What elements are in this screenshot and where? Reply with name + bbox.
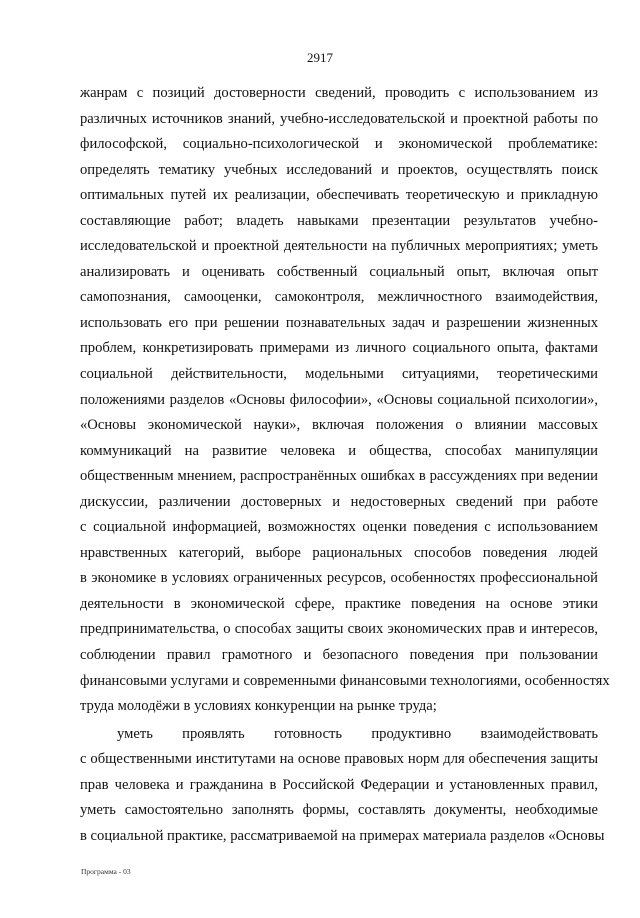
document-body <box>80 81 610 849</box>
text-line: коммуникаций на развитие человека и общества, способах манипуляции <box>80 442 598 459</box>
text-line: дискуссии, различении достоверных и недостоверных сведений при работе <box>80 493 598 510</box>
text-line: исследовательской и проектной деятельности на публичных мероприятиях; уметь <box>80 238 598 255</box>
paragraph-last-line: труда молодёжи в условиях конкуренции на рынке труда; <box>80 698 437 715</box>
text-line: соблюдении правил грамотного и безопасного поведения при пользовании <box>80 647 598 664</box>
text-line: различных источников знаний, учебно-исследовательской и проектной работы по <box>80 110 598 127</box>
text-line: нравственных категорий, выборе рациональных способов поведения людей <box>80 544 598 561</box>
text-line: в социальной практике, рассматриваемой на примерах материала разделов «Основы <box>80 827 605 844</box>
text-line: положениями разделов «Основы философии», «Основы социальной психологии», <box>80 391 598 408</box>
text-line: оптимальных путей их реализации, обеспечивать теоретическую и прикладную <box>80 187 598 204</box>
text-line: с общественными институтами на основе правовых норм для обеспечения защиты <box>80 751 598 768</box>
text-line: уметь самостоятельно заполнять формы, составлять документы, необходимые <box>80 802 598 819</box>
text-line: финансовыми услугами и современными финансовыми технологиями, особенностях <box>80 672 610 689</box>
text-line: определять тематику учебных исследований и проектов, осуществлять поиск <box>80 161 598 178</box>
text-line: философской, социально-психологической и экономической проблематике: <box>80 136 598 153</box>
text-line: в экономике в условиях ограниченных ресурсов, особенностях профессиональной <box>80 570 598 587</box>
text-line: социальной действительности, модельными ситуациями, теоретическими <box>80 366 598 383</box>
text-line: анализировать и оценивать собственный социальный опыт, включая опыт <box>80 263 598 280</box>
text-line: составляющие работ; владеть навыками презентации результатов учебно- <box>80 212 598 229</box>
text-line: прав человека и гражданина в Российской Федерации и установленных правил, <box>80 776 598 793</box>
text-line: «Основы экономической науки», включая положения о влиянии массовых <box>80 417 598 434</box>
text-line: проблем, конкретизировать примерами из личного социального опыта, фактами <box>80 340 598 357</box>
text-line: жанрам с позиций достоверности сведений, проводить с использованием из <box>80 85 598 101</box>
footer-program-code: Программа - 03 <box>81 867 131 876</box>
paragraph-first-line: уметь проявлять готовность продуктивно взаимодействовать <box>117 725 598 742</box>
text-line: с социальной информацией, возможностях оценки поведения с использованием <box>80 519 598 536</box>
text-line: использовать его при решении познавательных задач и разрешении жизненных <box>80 314 598 331</box>
text-line: предпринимательства, о способах защиты своих экономических прав и интересов, <box>80 621 598 638</box>
text-line: самопознания, самооценки, самоконтроля, межличностного взаимодействия, <box>80 289 598 306</box>
page-number: 2917 <box>307 50 333 65</box>
text-line: общественным мнением, распространённых ошибках в рассуждениях при ведении <box>80 468 598 485</box>
text-line: деятельности в экономической сфере, практике поведения на основе этики <box>80 595 598 612</box>
